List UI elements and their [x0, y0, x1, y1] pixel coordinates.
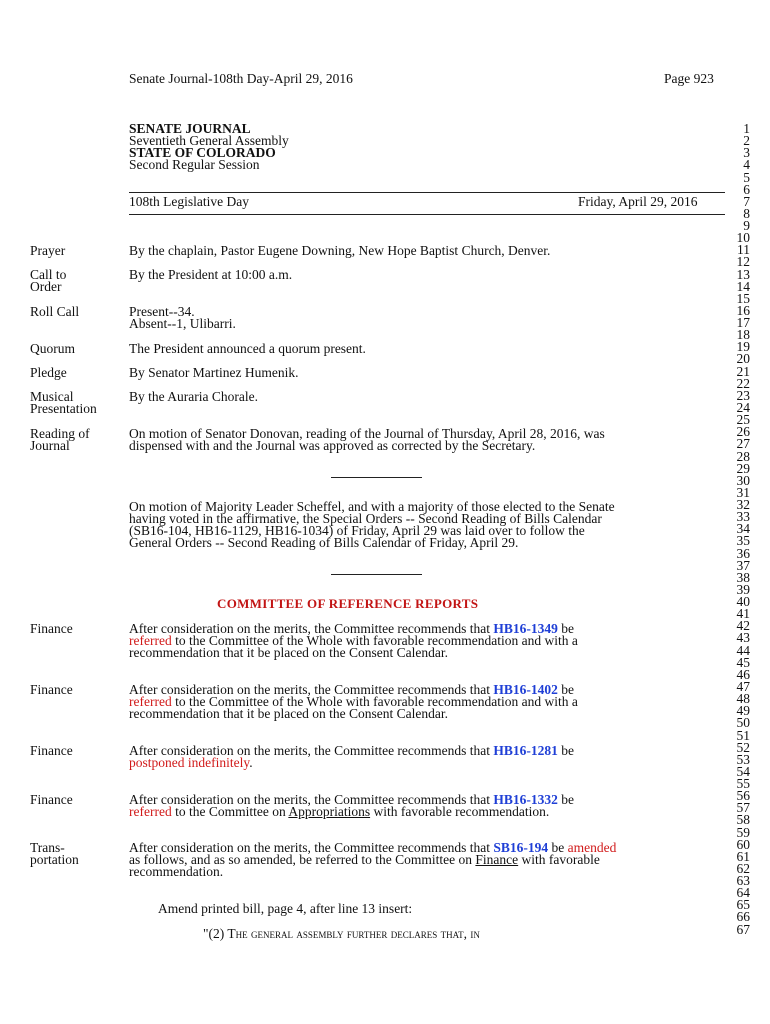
line-number: 3	[743, 145, 750, 161]
report-3-line-1: After consideration on the merits, the Committee recommends that HB16-1281 be	[129, 743, 575, 758]
journal-date: Friday, April 29, 2016	[578, 194, 698, 209]
report-1-line-3: recommendation that it be placed on the Consent Calendar.	[129, 645, 449, 660]
motion-line-4: General Orders -- Second Reading of Bills Calendar of Friday, April 29.	[129, 535, 519, 550]
action-link[interactable]: amended	[567, 840, 617, 855]
line-number: 52	[736, 739, 750, 755]
motion-line-3: (SB16-104, HB16-1129, HB16-1034) of Friday, April 29 was laid over to follow the	[129, 523, 585, 538]
report-5-line-3: recommendation.	[129, 864, 224, 879]
line-number: 9	[743, 218, 750, 234]
line-number: 35	[736, 533, 750, 549]
line-number: 54	[736, 763, 750, 779]
musical-text: By the Auraria Chorale.	[129, 389, 258, 404]
report-3-line-2: postponed indefinitely.	[129, 755, 253, 770]
reading-text-1: On motion of Senator Donovan, reading of the Journal of Thursday, April 28, 2016, was	[129, 426, 605, 441]
report-4-label: Finance	[30, 792, 73, 807]
journal-title: SENATE JOURNAL	[129, 121, 251, 136]
line-number: 16	[736, 302, 750, 318]
line-number: 10	[736, 230, 750, 246]
line-number: 60	[736, 836, 750, 852]
line-number: 17	[736, 315, 750, 331]
margin-label-order: Order	[30, 279, 62, 294]
margin-label-prayer: Prayer	[30, 243, 66, 258]
running-header: Senate Journal-108th Day-April 29, 2016	[129, 71, 353, 86]
line-number: 46	[736, 666, 750, 682]
bill-link[interactable]: HB16-1332	[493, 792, 558, 807]
line-number: 14	[736, 278, 750, 294]
report-1-line-2: referred to the Committee of the Whole with favorable recommendation and with a	[129, 633, 578, 648]
line-number: 63	[736, 873, 750, 889]
line-number: 41	[736, 606, 750, 622]
amend-quote: "(2) The general assembly further declares that, in	[203, 926, 480, 941]
line-number: 66	[736, 909, 750, 925]
line-number: 47	[736, 678, 750, 694]
line-number: 62	[736, 860, 750, 876]
action-link[interactable]: referred	[129, 694, 172, 709]
line-number: 32	[736, 497, 750, 513]
line-number: 21	[736, 363, 750, 379]
line-number: 4	[743, 157, 750, 173]
line-number: 61	[736, 848, 750, 864]
action-link[interactable]: referred	[129, 804, 172, 819]
line-number: 59	[736, 824, 750, 840]
line-number: 50	[736, 715, 750, 731]
line-number: 57	[736, 800, 750, 816]
separator-1	[331, 477, 422, 478]
margin-label-pledge: Pledge	[30, 365, 67, 380]
line-number: 51	[736, 727, 750, 743]
report-4-line-2: referred to the Committee on Appropriations with favorable recommendation.	[129, 804, 550, 819]
line-number: 5	[743, 169, 750, 185]
bill-link[interactable]: SB16-194	[493, 840, 549, 855]
report-5-label-1: Trans-	[30, 840, 65, 855]
line-number: 19	[736, 339, 750, 355]
page-number: Page 923	[664, 71, 714, 86]
line-number: 11	[737, 242, 750, 258]
bill-link[interactable]: HB16-1349	[493, 621, 558, 636]
line-number: 39	[736, 581, 750, 597]
bill-link[interactable]: HB16-1281	[493, 743, 558, 758]
report-5-label-2: portation	[30, 852, 79, 867]
report-1-label: Finance	[30, 621, 73, 636]
line-number: 58	[736, 812, 750, 828]
report-1-line-1: After consideration on the merits, the Committee recommends that HB16-1349 be	[129, 621, 575, 636]
line-number: 13	[736, 266, 750, 282]
line-number: 67	[736, 921, 750, 937]
state-name: STATE OF COLORADO	[129, 145, 276, 160]
action-link[interactable]: referred	[129, 633, 172, 648]
line-number: 27	[736, 436, 750, 452]
pledge-text: By Senator Martinez Humenik.	[129, 365, 299, 380]
line-number: 15	[736, 290, 750, 306]
report-5-line-1: After consideration on the merits, the Committee recommends that SB16-194 be amended	[129, 840, 617, 855]
line-number: 45	[736, 654, 750, 670]
line-number: 40	[736, 594, 750, 610]
margin-label-musical: Musical	[30, 389, 74, 404]
session-name: Second Regular Session	[129, 157, 260, 172]
line-number: 29	[736, 460, 750, 476]
roll-absent: Absent--1, Ulibarri.	[129, 316, 236, 331]
margin-label-quorum: Quorum	[30, 341, 75, 356]
margin-label-presentation: Presentation	[30, 401, 97, 416]
line-number: 37	[736, 557, 750, 573]
legislative-day: 108th Legislative Day	[129, 194, 249, 209]
line-number: 31	[736, 484, 750, 500]
line-number: 24	[736, 399, 750, 415]
report-5-line-2: as follows, and as so amended, be referred to the Committee on Finance with favorable	[129, 852, 600, 867]
bottom-rule	[129, 214, 725, 215]
line-number: 12	[736, 254, 750, 270]
committee-name: Finance	[475, 852, 519, 867]
line-number: 20	[736, 351, 750, 367]
line-number: 65	[736, 897, 750, 913]
line-number: 22	[736, 375, 750, 391]
report-2-line-1: After consideration on the merits, the Committee recommends that HB16-1402 be	[129, 682, 575, 697]
line-number: 49	[736, 703, 750, 719]
report-2-line-2: referred to the Committee of the Whole with favorable recommendation and with a	[129, 694, 578, 709]
report-3-label: Finance	[30, 743, 73, 758]
line-number: 30	[736, 472, 750, 488]
motion-line-1: On motion of Majority Leader Scheffel, and with a majority of those elected to the Senate	[129, 499, 615, 514]
quorum-text: The President announced a quorum present.	[129, 341, 366, 356]
line-number: 18	[736, 327, 750, 343]
margin-label-reading: Reading of	[30, 426, 90, 441]
section-title: COMMITTEE OF REFERENCE REPORTS	[217, 596, 479, 611]
line-number: 48	[736, 691, 750, 707]
line-number: 53	[736, 751, 750, 767]
separator-2	[331, 574, 422, 575]
assembly-name: Seventieth General Assembly	[129, 133, 289, 148]
reading-text-2: dispensed with and the Journal was approved as corrected by the Secretary.	[129, 438, 536, 453]
line-number: 42	[736, 618, 750, 634]
line-number: 25	[736, 412, 750, 428]
bill-link[interactable]: HB16-1402	[493, 682, 558, 697]
line-number: 55	[736, 776, 750, 792]
committee-name: Appropriations	[288, 804, 371, 819]
motion-line-2: having voted in the affirmative, the Special Orders -- Second Reading of Bills Calendar	[129, 511, 602, 526]
action-link[interactable]: postponed indefinitely	[129, 755, 250, 770]
line-number: 38	[736, 569, 750, 585]
margin-label-call: Call to	[30, 267, 67, 282]
line-number: 33	[736, 509, 750, 525]
top-rule	[129, 192, 725, 193]
prayer-text: By the chaplain, Pastor Eugene Downing, New Hope Baptist Church, Denver.	[129, 243, 551, 258]
line-number: 26	[736, 424, 750, 440]
roll-present: Present--34.	[129, 304, 195, 319]
report-2-label: Finance	[30, 682, 73, 697]
line-number: 36	[736, 545, 750, 561]
report-4-line-1: After consideration on the merits, the Committee recommends that HB16-1332 be	[129, 792, 575, 807]
line-number: 34	[736, 521, 750, 537]
amend-instruction: Amend printed bill, page 4, after line 13 insert:	[158, 901, 413, 916]
margin-label-roll: Roll Call	[30, 304, 80, 319]
line-number: 2	[743, 133, 750, 149]
line-number: 23	[736, 387, 750, 403]
report-2-line-3: recommendation that it be placed on the Consent Calendar.	[129, 706, 449, 721]
line-number: 6	[743, 181, 750, 197]
call-text: By the President at 10:00 a.m.	[129, 267, 293, 282]
line-number: 64	[736, 885, 750, 901]
line-number: 44	[736, 642, 750, 658]
line-number: 28	[736, 448, 750, 464]
line-number: 56	[736, 788, 750, 804]
line-number: 7	[743, 193, 750, 209]
margin-label-journal: Journal	[30, 438, 70, 453]
line-number: 8	[743, 205, 750, 221]
line-number: 1	[743, 121, 750, 136]
line-number: 43	[736, 630, 750, 646]
